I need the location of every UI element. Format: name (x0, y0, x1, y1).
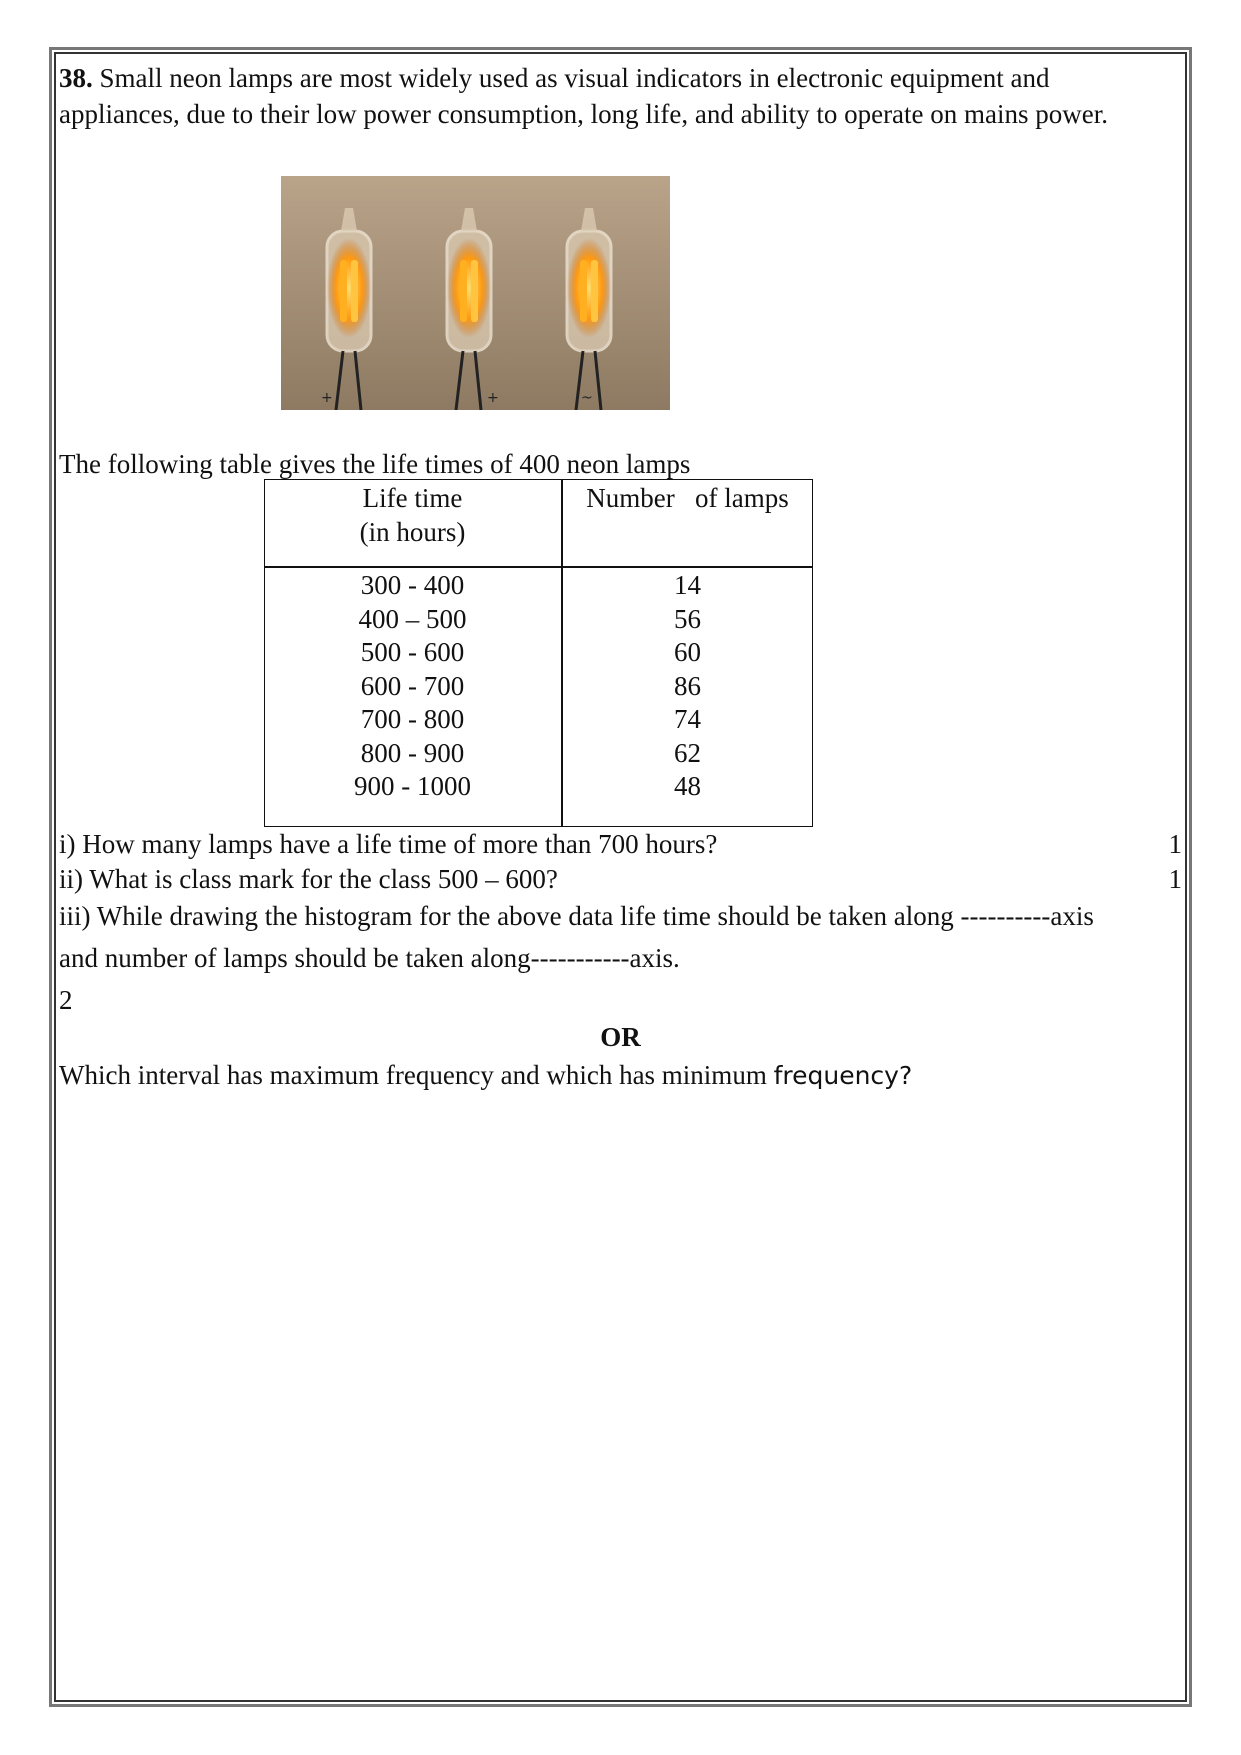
table-header-divider (264, 566, 813, 568)
table-caption: The following table gives the life times of 400 neon lamps (59, 449, 691, 479)
table-cell-count: 56 (674, 603, 701, 634)
table-header-number-of-lamps: Number of lamps (586, 483, 789, 513)
table-cell-count: 62 (674, 737, 701, 768)
subquestion-3-line-2: and number of lamps should be taken along-----------axis. (59, 943, 680, 973)
number-of-lamps-column (562, 569, 813, 804)
alternative-question-end: frequency? (773, 1061, 913, 1090)
table-cell-count: 60 (674, 637, 701, 667)
neon-lamps-photo (281, 176, 670, 410)
table-header-life-time: Life time (in hours) (359, 483, 466, 547)
subquestion-1-marks: 1 (1168, 829, 1182, 859)
question-intro (59, 60, 1139, 132)
lamp-sign-2: + (487, 390, 499, 406)
life-time-column (264, 569, 561, 804)
table-cell-life: 900 - 1000 (354, 771, 471, 801)
alternative-question (59, 1058, 912, 1093)
subquestion-2-marks: 1 (1168, 864, 1182, 894)
subquestion-2: ii) What is class mark for the class 500 – 600? (59, 864, 558, 894)
subquestion-1: i) How many lamps have a life time of more than 700 hours? (59, 829, 718, 859)
table-cell-life: 800 - 900 (360, 737, 465, 768)
lamp-sign-1: + (321, 390, 333, 406)
table-cell-count: 74 (674, 704, 701, 734)
question-text: Small neon lamps are most widely used as visual indicators in electronic equipment and appliances, due to their low power consumption, long life, and ability to operate on mains power. (59, 63, 1109, 129)
table-cell-life: 600 - 700 (360, 670, 465, 701)
lamp-sign-3: ~ (581, 390, 593, 406)
question-number: 38. (59, 63, 93, 93)
table-cell-life: 500 - 600 (360, 637, 465, 667)
subquestion-3-marks: 2 (59, 985, 73, 1015)
table-cell-life: 400 – 500 (358, 603, 467, 634)
table-cell-count: 48 (674, 771, 701, 801)
table-cell-count: 14 (674, 570, 701, 600)
table-cell-count: 86 (674, 670, 701, 701)
or-separator: OR (600, 1022, 641, 1052)
table-cell-life: 700 - 800 (360, 704, 465, 734)
subquestion-3-line-1: iii) While drawing the histogram for the above data life time should be taken along ----------axis (59, 901, 1094, 931)
table-cell-life: 300 - 400 (360, 570, 465, 600)
alternative-question-text: Which interval has maximum frequency and which has minimum (59, 1060, 774, 1090)
